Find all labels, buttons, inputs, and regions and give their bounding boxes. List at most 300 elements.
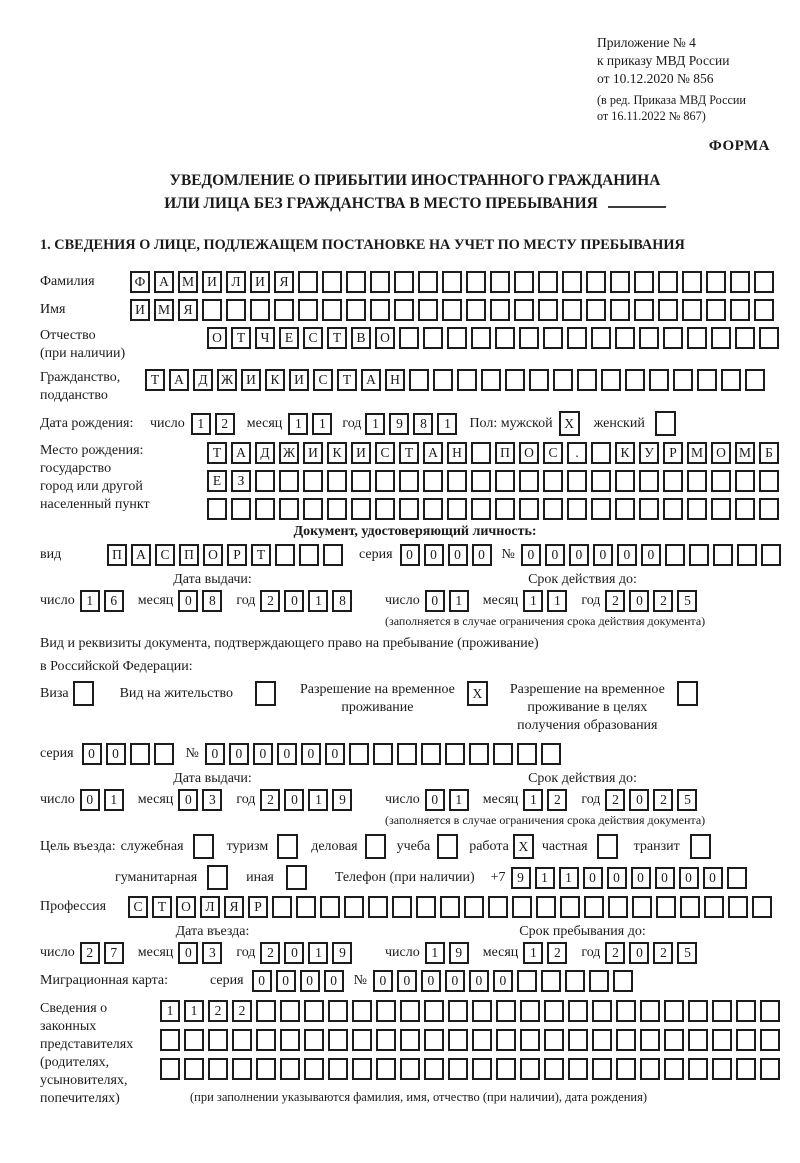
char-cell[interactable]: С [303, 327, 323, 349]
char-cell[interactable] [735, 470, 755, 492]
char-cell[interactable]: 2 [260, 942, 280, 964]
char-cell[interactable] [592, 1029, 612, 1051]
char-cell[interactable] [737, 544, 757, 566]
char-cell[interactable] [730, 299, 750, 321]
char-cell[interactable] [639, 470, 659, 492]
char-cell[interactable]: Ф [130, 271, 150, 293]
char-cell[interactable]: 0 [629, 942, 649, 964]
identity-issue-day[interactable] [80, 590, 128, 612]
char-cell[interactable] [399, 498, 419, 520]
char-cell[interactable] [466, 299, 486, 321]
char-cell[interactable]: 0 [631, 867, 651, 889]
char-cell[interactable] [543, 470, 563, 492]
char-cell[interactable] [472, 1029, 492, 1051]
char-cell[interactable] [423, 327, 443, 349]
char-cell[interactable]: О [207, 327, 227, 349]
char-cell[interactable] [207, 865, 228, 890]
purpose-sluzhebnaya-checkbox[interactable] [193, 834, 218, 859]
char-cell[interactable] [760, 1000, 780, 1022]
surname-cells[interactable] [130, 271, 778, 293]
char-cell[interactable] [421, 743, 441, 765]
char-cell[interactable] [697, 369, 717, 391]
char-cell[interactable] [304, 1058, 324, 1080]
char-cell[interactable]: 5 [677, 789, 697, 811]
char-cell[interactable]: 1 [365, 413, 385, 435]
char-cell[interactable] [445, 743, 465, 765]
char-cell[interactable]: 0 [284, 590, 304, 612]
char-cell[interactable] [592, 1058, 612, 1080]
char-cell[interactable] [711, 470, 731, 492]
char-cell[interactable] [649, 369, 669, 391]
char-cell[interactable] [409, 369, 429, 391]
char-cell[interactable] [416, 896, 436, 918]
char-cell[interactable] [677, 681, 698, 706]
char-cell[interactable]: О [203, 544, 223, 566]
char-cell[interactable] [457, 369, 477, 391]
purpose-rabota-checkbox[interactable] [513, 834, 538, 859]
birth-place-row1-cells[interactable] [207, 442, 783, 464]
char-cell[interactable] [634, 299, 654, 321]
char-cell[interactable] [328, 1058, 348, 1080]
char-cell[interactable] [735, 498, 755, 520]
char-cell[interactable] [471, 498, 491, 520]
char-cell[interactable] [375, 498, 395, 520]
char-cell[interactable] [423, 470, 443, 492]
char-cell[interactable] [543, 498, 563, 520]
char-cell[interactable] [202, 299, 222, 321]
char-cell[interactable] [346, 271, 366, 293]
char-cell[interactable]: П [495, 442, 515, 464]
citizenship-cells[interactable] [145, 369, 769, 391]
char-cell[interactable] [73, 681, 94, 706]
char-cell[interactable]: . [567, 442, 587, 464]
char-cell[interactable] [351, 470, 371, 492]
entry-month[interactable] [178, 942, 226, 964]
char-cell[interactable] [346, 299, 366, 321]
char-cell[interactable] [323, 544, 343, 566]
char-cell[interactable]: 1 [523, 590, 543, 612]
char-cell[interactable]: 2 [605, 590, 625, 612]
char-cell[interactable] [663, 498, 683, 520]
char-cell[interactable]: Ч [255, 327, 275, 349]
char-cell[interactable]: 2 [547, 942, 567, 964]
char-cell[interactable]: 2 [260, 590, 280, 612]
char-cell[interactable]: 1 [535, 867, 555, 889]
given-name-cells[interactable] [130, 299, 778, 321]
char-cell[interactable]: 8 [202, 590, 222, 612]
char-cell[interactable]: 0 [276, 970, 296, 992]
char-cell[interactable] [608, 896, 628, 918]
char-cell[interactable] [721, 369, 741, 391]
char-cell[interactable] [440, 896, 460, 918]
char-cell[interactable]: О [711, 442, 731, 464]
temp-permit-edu-checkbox[interactable] [677, 681, 702, 706]
char-cell[interactable] [736, 1029, 756, 1051]
char-cell[interactable] [520, 1058, 540, 1080]
char-cell[interactable] [437, 834, 458, 859]
char-cell[interactable] [208, 1029, 228, 1051]
char-cell[interactable] [713, 544, 733, 566]
identity-valid-day[interactable] [425, 590, 473, 612]
char-cell[interactable] [560, 896, 580, 918]
char-cell[interactable] [616, 1000, 636, 1022]
representatives-row3-cells[interactable] [160, 1058, 784, 1080]
char-cell[interactable] [689, 544, 709, 566]
char-cell[interactable] [327, 498, 347, 520]
profession-cells[interactable] [128, 896, 776, 918]
char-cell[interactable] [442, 299, 462, 321]
migration-number-cells[interactable] [373, 970, 637, 992]
char-cell[interactable] [394, 299, 414, 321]
char-cell[interactable] [591, 470, 611, 492]
stay-month[interactable] [523, 942, 571, 964]
char-cell[interactable]: 1 [312, 413, 332, 435]
char-cell[interactable] [544, 1029, 564, 1051]
char-cell[interactable] [304, 1000, 324, 1022]
char-cell[interactable]: 2 [260, 789, 280, 811]
char-cell[interactable] [586, 299, 606, 321]
char-cell[interactable]: 2 [232, 1000, 252, 1022]
char-cell[interactable] [664, 1058, 684, 1080]
char-cell[interactable] [394, 271, 414, 293]
char-cell[interactable]: 0 [178, 590, 198, 612]
char-cell[interactable]: Е [279, 327, 299, 349]
char-cell[interactable] [255, 470, 275, 492]
char-cell[interactable] [322, 299, 342, 321]
char-cell[interactable] [433, 369, 453, 391]
char-cell[interactable] [688, 1058, 708, 1080]
char-cell[interactable] [184, 1029, 204, 1051]
char-cell[interactable] [447, 498, 467, 520]
char-cell[interactable]: С [128, 896, 148, 918]
char-cell[interactable]: П [179, 544, 199, 566]
char-cell[interactable] [520, 1029, 540, 1051]
char-cell[interactable]: 1 [559, 867, 579, 889]
char-cell[interactable]: 2 [80, 942, 100, 964]
char-cell[interactable] [754, 299, 774, 321]
char-cell[interactable]: 2 [605, 942, 625, 964]
char-cell[interactable]: 0 [421, 970, 441, 992]
char-cell[interactable] [160, 1029, 180, 1051]
char-cell[interactable] [562, 271, 582, 293]
char-cell[interactable] [231, 498, 251, 520]
char-cell[interactable] [505, 369, 525, 391]
char-cell[interactable]: 2 [547, 789, 567, 811]
char-cell[interactable] [541, 970, 561, 992]
char-cell[interactable] [519, 327, 539, 349]
char-cell[interactable] [274, 299, 294, 321]
char-cell[interactable] [299, 544, 319, 566]
char-cell[interactable] [272, 896, 292, 918]
char-cell[interactable]: 9 [511, 867, 531, 889]
char-cell[interactable]: 7 [104, 942, 124, 964]
char-cell[interactable]: X [559, 411, 580, 436]
char-cell[interactable] [327, 470, 347, 492]
char-cell[interactable]: 5 [677, 590, 697, 612]
char-cell[interactable] [688, 1000, 708, 1022]
char-cell[interactable] [727, 867, 747, 889]
char-cell[interactable]: 0 [521, 544, 541, 566]
char-cell[interactable] [448, 1029, 468, 1051]
char-cell[interactable] [640, 1058, 660, 1080]
char-cell[interactable]: 0 [284, 942, 304, 964]
purpose-ucheba-checkbox[interactable] [437, 834, 462, 859]
patronymic-cells[interactable] [207, 327, 783, 349]
char-cell[interactable]: Р [663, 442, 683, 464]
char-cell[interactable] [712, 1029, 732, 1051]
char-cell[interactable] [280, 1058, 300, 1080]
char-cell[interactable] [495, 470, 515, 492]
char-cell[interactable]: 0 [617, 544, 637, 566]
char-cell[interactable]: Т [251, 544, 271, 566]
char-cell[interactable] [418, 299, 438, 321]
char-cell[interactable]: 0 [641, 544, 661, 566]
char-cell[interactable] [370, 299, 390, 321]
char-cell[interactable]: Ж [217, 369, 237, 391]
char-cell[interactable]: Я [178, 299, 198, 321]
char-cell[interactable]: 1 [449, 590, 469, 612]
char-cell[interactable] [255, 681, 276, 706]
char-cell[interactable]: П [107, 544, 127, 566]
char-cell[interactable] [544, 1000, 564, 1022]
char-cell[interactable] [448, 1000, 468, 1022]
identity-issue-year[interactable] [260, 590, 356, 612]
char-cell[interactable] [656, 896, 676, 918]
char-cell[interactable]: 0 [229, 743, 249, 765]
char-cell[interactable]: С [543, 442, 563, 464]
char-cell[interactable] [279, 498, 299, 520]
char-cell[interactable]: 0 [607, 867, 627, 889]
char-cell[interactable] [761, 544, 781, 566]
char-cell[interactable] [400, 1000, 420, 1022]
char-cell[interactable]: Н [447, 442, 467, 464]
char-cell[interactable] [495, 327, 515, 349]
char-cell[interactable] [706, 299, 726, 321]
char-cell[interactable]: 0 [472, 544, 492, 566]
char-cell[interactable]: X [513, 834, 534, 859]
char-cell[interactable]: 0 [178, 942, 198, 964]
char-cell[interactable] [706, 271, 726, 293]
char-cell[interactable] [687, 498, 707, 520]
char-cell[interactable] [328, 1029, 348, 1051]
char-cell[interactable]: 0 [106, 743, 126, 765]
char-cell[interactable]: 0 [284, 789, 304, 811]
char-cell[interactable]: 1 [191, 413, 211, 435]
resid-issue-year[interactable] [260, 789, 356, 811]
char-cell[interactable] [736, 1058, 756, 1080]
char-cell[interactable]: Т [231, 327, 251, 349]
char-cell[interactable] [655, 411, 676, 436]
char-cell[interactable] [680, 896, 700, 918]
char-cell[interactable] [543, 327, 563, 349]
char-cell[interactable]: 0 [424, 544, 444, 566]
char-cell[interactable]: 1 [308, 942, 328, 964]
char-cell[interactable] [488, 896, 508, 918]
char-cell[interactable] [399, 470, 419, 492]
char-cell[interactable]: 2 [215, 413, 235, 435]
doc-number-cells[interactable] [521, 544, 785, 566]
char-cell[interactable] [154, 743, 174, 765]
char-cell[interactable] [376, 1029, 396, 1051]
char-cell[interactable] [625, 369, 645, 391]
char-cell[interactable] [682, 271, 702, 293]
char-cell[interactable]: 2 [653, 789, 673, 811]
char-cell[interactable] [418, 271, 438, 293]
char-cell[interactable]: А [361, 369, 381, 391]
char-cell[interactable] [466, 271, 486, 293]
char-cell[interactable] [423, 498, 443, 520]
char-cell[interactable]: Л [200, 896, 220, 918]
char-cell[interactable] [616, 1058, 636, 1080]
char-cell[interactable]: И [241, 369, 261, 391]
resid-valid-day[interactable] [425, 789, 473, 811]
residence-permit-checkbox[interactable] [255, 681, 280, 706]
char-cell[interactable]: 0 [679, 867, 699, 889]
char-cell[interactable] [130, 743, 150, 765]
char-cell[interactable]: 1 [437, 413, 457, 435]
char-cell[interactable]: 1 [104, 789, 124, 811]
char-cell[interactable]: И [289, 369, 309, 391]
char-cell[interactable] [615, 327, 635, 349]
char-cell[interactable] [400, 1058, 420, 1080]
char-cell[interactable]: 2 [605, 789, 625, 811]
char-cell[interactable]: С [375, 442, 395, 464]
char-cell[interactable] [400, 1029, 420, 1051]
char-cell[interactable]: 0 [205, 743, 225, 765]
temp-permit-checkbox[interactable] [467, 681, 492, 706]
char-cell[interactable] [193, 834, 214, 859]
char-cell[interactable] [184, 1058, 204, 1080]
char-cell[interactable] [745, 369, 765, 391]
char-cell[interactable] [640, 1000, 660, 1022]
char-cell[interactable] [424, 1058, 444, 1080]
char-cell[interactable] [658, 271, 678, 293]
char-cell[interactable]: У [639, 442, 659, 464]
char-cell[interactable] [226, 299, 246, 321]
char-cell[interactable] [512, 896, 532, 918]
char-cell[interactable] [447, 327, 467, 349]
char-cell[interactable] [616, 1029, 636, 1051]
char-cell[interactable] [562, 299, 582, 321]
char-cell[interactable]: М [735, 442, 755, 464]
char-cell[interactable]: З [231, 470, 251, 492]
char-cell[interactable]: Р [248, 896, 268, 918]
char-cell[interactable] [529, 369, 549, 391]
char-cell[interactable] [298, 271, 318, 293]
char-cell[interactable] [759, 470, 779, 492]
char-cell[interactable] [567, 470, 587, 492]
char-cell[interactable] [514, 299, 534, 321]
stay-day[interactable] [425, 942, 473, 964]
char-cell[interactable] [591, 327, 611, 349]
char-cell[interactable]: 0 [80, 789, 100, 811]
char-cell[interactable]: 2 [653, 942, 673, 964]
birth-day-cells[interactable] [191, 413, 239, 435]
migration-series-cells[interactable] [252, 970, 348, 992]
char-cell[interactable] [376, 1000, 396, 1022]
char-cell[interactable] [568, 1000, 588, 1022]
char-cell[interactable]: 0 [252, 970, 272, 992]
char-cell[interactable] [349, 743, 369, 765]
char-cell[interactable] [567, 498, 587, 520]
char-cell[interactable] [368, 896, 388, 918]
char-cell[interactable] [256, 1000, 276, 1022]
char-cell[interactable]: 9 [389, 413, 409, 435]
char-cell[interactable]: 0 [300, 970, 320, 992]
char-cell[interactable]: А [423, 442, 443, 464]
char-cell[interactable]: В [351, 327, 371, 349]
birth-year-cells[interactable] [365, 413, 461, 435]
char-cell[interactable] [759, 327, 779, 349]
resid-number-cells[interactable] [205, 743, 565, 765]
char-cell[interactable] [472, 1058, 492, 1080]
char-cell[interactable]: Т [152, 896, 172, 918]
char-cell[interactable]: Т [327, 327, 347, 349]
char-cell[interactable] [352, 1000, 372, 1022]
char-cell[interactable]: X [467, 681, 488, 706]
char-cell[interactable] [568, 1029, 588, 1051]
char-cell[interactable] [610, 271, 630, 293]
char-cell[interactable] [208, 1058, 228, 1080]
char-cell[interactable]: 0 [593, 544, 613, 566]
char-cell[interactable]: 1 [184, 1000, 204, 1022]
char-cell[interactable] [690, 834, 711, 859]
char-cell[interactable] [490, 299, 510, 321]
char-cell[interactable] [760, 1029, 780, 1051]
char-cell[interactable] [277, 834, 298, 859]
char-cell[interactable]: 1 [80, 590, 100, 612]
char-cell[interactable] [591, 498, 611, 520]
char-cell[interactable] [517, 970, 537, 992]
char-cell[interactable] [397, 743, 417, 765]
char-cell[interactable] [298, 299, 318, 321]
char-cell[interactable] [352, 1058, 372, 1080]
char-cell[interactable] [469, 743, 489, 765]
char-cell[interactable] [567, 327, 587, 349]
purpose-gumanitarnaya-checkbox[interactable] [207, 865, 232, 890]
char-cell[interactable] [760, 1058, 780, 1080]
char-cell[interactable]: Т [337, 369, 357, 391]
char-cell[interactable]: 1 [288, 413, 308, 435]
char-cell[interactable]: 0 [178, 789, 198, 811]
resid-valid-month[interactable] [523, 789, 571, 811]
char-cell[interactable] [275, 544, 295, 566]
char-cell[interactable] [615, 498, 635, 520]
char-cell[interactable] [303, 498, 323, 520]
char-cell[interactable] [711, 327, 731, 349]
char-cell[interactable]: М [178, 271, 198, 293]
char-cell[interactable] [730, 271, 750, 293]
doc-series-cells[interactable] [400, 544, 496, 566]
char-cell[interactable]: 0 [583, 867, 603, 889]
char-cell[interactable] [375, 470, 395, 492]
char-cell[interactable]: К [615, 442, 635, 464]
char-cell[interactable]: И [351, 442, 371, 464]
purpose-tranzit-checkbox[interactable] [690, 834, 715, 859]
char-cell[interactable] [752, 896, 772, 918]
char-cell[interactable] [658, 299, 678, 321]
char-cell[interactable]: 0 [469, 970, 489, 992]
char-cell[interactable]: 1 [425, 942, 445, 964]
purpose-turizm-checkbox[interactable] [277, 834, 302, 859]
char-cell[interactable]: 5 [677, 942, 697, 964]
sex-female-checkbox[interactable] [655, 411, 680, 436]
char-cell[interactable] [687, 327, 707, 349]
char-cell[interactable]: Я [224, 896, 244, 918]
representatives-row1-cells[interactable] [160, 1000, 784, 1022]
identity-valid-year[interactable] [605, 590, 701, 612]
char-cell[interactable]: С [313, 369, 333, 391]
